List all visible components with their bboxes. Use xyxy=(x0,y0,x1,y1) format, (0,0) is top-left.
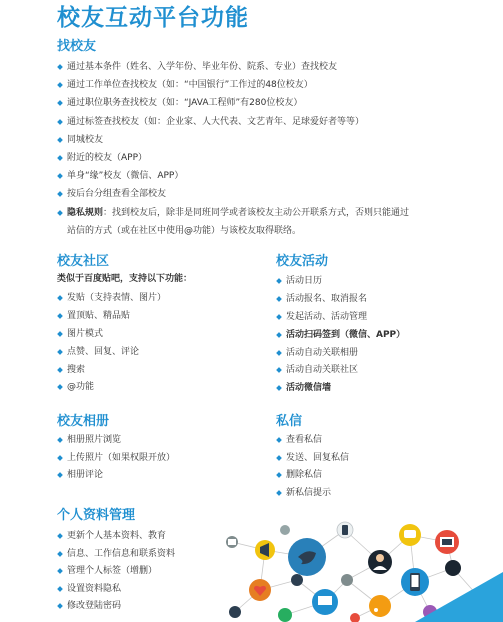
section-title-community: 校友社区 xyxy=(57,254,110,269)
list-item: 相册评论 xyxy=(57,469,175,481)
community-subtitle: 类似于百度贴吧，支持以下功能： xyxy=(57,274,193,284)
chat-icon xyxy=(399,524,421,546)
list-item: 设置资料隐私 xyxy=(57,583,175,595)
privacy-text-continued: 站信的方式（或在社区中使用@功能）与该校友取得联络。 xyxy=(67,225,302,236)
list-item: 查看私信 xyxy=(276,434,349,446)
list-item: 搜索 xyxy=(57,364,166,376)
megaphone-icon xyxy=(255,540,275,560)
cloud-icon xyxy=(278,608,292,622)
list-item: 置顶贴、精品贴 xyxy=(57,310,166,322)
person-icon xyxy=(368,550,392,574)
activity-list xyxy=(276,275,405,400)
page-title: 校友互动平台功能 xyxy=(57,5,249,31)
profile-list xyxy=(57,530,175,618)
list-item: 活动扫码签到（微信、APP） xyxy=(276,329,405,341)
laptop-icon xyxy=(312,589,338,615)
find-alumni-list xyxy=(57,61,409,243)
privacy-label: 隐私规则 xyxy=(67,207,104,218)
list-item: 发贴（支持表情、图片） xyxy=(57,292,166,304)
list-item: 通过职位职务查找校友（如：“JAVA工程师”有280位校友） xyxy=(57,97,409,109)
list-item: 修改登陆密码 xyxy=(57,600,175,612)
list-item: 上传照片（如果权限开放） xyxy=(57,452,175,464)
list-item: 同城校友 xyxy=(57,134,409,146)
list-item: 按后台分组查看全部校友 xyxy=(57,188,409,200)
video-icon xyxy=(341,574,353,586)
list-item: 发送、回复私信 xyxy=(276,452,349,464)
list-item: 点赞、回复、评论 xyxy=(57,346,166,358)
list-item: 活动自动关联相册 xyxy=(276,347,405,359)
section-title-message: 私信 xyxy=(276,414,303,429)
section-title-activity: 校友活动 xyxy=(276,254,329,269)
list-item: 活动报名、取消报名 xyxy=(276,293,405,305)
mail-icon xyxy=(226,536,238,548)
rss-icon xyxy=(369,595,391,617)
list-item: 附近的校友（APP） xyxy=(57,152,409,164)
album-list xyxy=(57,434,175,487)
community-list xyxy=(57,292,166,399)
phone-icon xyxy=(337,522,353,538)
privacy-rule xyxy=(57,207,409,237)
section-title-album: 校友相册 xyxy=(57,414,110,429)
list-item: 新私信提示 xyxy=(276,487,349,499)
list-item: 通过工作单位查找校友（如：“中国银行”工作过的48位校友） xyxy=(57,79,409,91)
camera-icon xyxy=(280,525,290,535)
list-item: 更新个人基本资料、教育 xyxy=(57,530,175,542)
privacy-text: ：找到校友后，除非是同班同学或者该校友主动公开联系方式，否则只能通过 xyxy=(103,207,410,218)
mobile-phone-icon xyxy=(401,568,429,596)
list-item: 通过基本条件（姓名、入学年份、毕业年份、院系、专业）查找校友 xyxy=(57,61,409,73)
list-item: 活动日历 xyxy=(276,275,405,287)
list-item: 相册照片浏览 xyxy=(57,434,175,446)
list-item: 删除私信 xyxy=(276,469,349,481)
list-item: 管理个人标签（增删） xyxy=(57,565,175,577)
list-item: 活动自动关联社区 xyxy=(276,364,405,376)
list-item: 图片模式 xyxy=(57,328,166,340)
list-item: @功能 xyxy=(57,381,166,393)
list-item: 活动微信墙 xyxy=(276,382,405,394)
heart-icon xyxy=(249,579,271,601)
list-item: 通过标签查找校友（如：企业家、人大代表、文艺青年、足球爱好者等等） xyxy=(57,116,409,128)
list-item: 发起活动、活动管理 xyxy=(276,311,405,323)
section-title-profile: 个人资料管理 xyxy=(57,508,136,523)
list-item: 信息、工作信息和联系资料 xyxy=(57,548,175,560)
list-item: 单身“缘”校友（微信、APP） xyxy=(57,170,409,182)
social-network-illustration xyxy=(215,520,503,622)
film-icon xyxy=(435,530,459,554)
twitter-bird-icon xyxy=(288,538,326,576)
message-list xyxy=(276,434,349,504)
gear-icon xyxy=(291,574,303,586)
section-title-find-alumni: 找校友 xyxy=(57,39,97,54)
